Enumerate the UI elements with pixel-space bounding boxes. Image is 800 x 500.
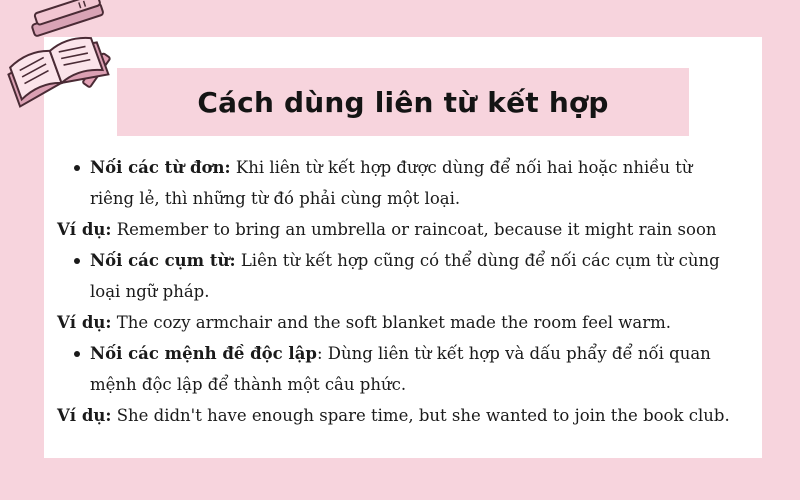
item-text: : Dùng liên từ kết hợp và dấu phẩy để nối quan [316, 344, 711, 363]
item-heading: Nối các cụm từ: [90, 251, 236, 270]
list-item [57, 152, 757, 214]
open-book-icon [0, 0, 135, 110]
item-text-continued: riêng lẻ, thì những từ đó phải cùng một loại. [90, 189, 461, 208]
example-text: She didn't have enough spare time, but she wanted to join the book club. [111, 406, 730, 425]
bullet-icon [74, 258, 80, 264]
list-item [57, 245, 757, 307]
example-label: Ví dụ: [57, 406, 112, 425]
example-label: Ví dụ: [57, 313, 112, 332]
item-heading: Nối các mệnh đề độc lập [90, 344, 317, 363]
title-banner [117, 68, 689, 136]
list-item [57, 338, 757, 400]
example-line [57, 307, 757, 338]
example-text: Remember to bring an umbrella or raincoat, because it might rain soon [111, 220, 717, 239]
example-label: Ví dụ: [57, 220, 112, 239]
bullet-icon [74, 165, 80, 171]
example-line [57, 214, 757, 245]
content-body [57, 152, 757, 431]
item-text: Khi liên từ kết hợp được dùng để nối hai hoặc nhiều từ [230, 158, 693, 177]
example-text: The cozy armchair and the soft blanket made the room feel warm. [111, 313, 671, 332]
item-text-continued: loại ngữ pháp. [90, 282, 210, 301]
page-title: Cách dùng liên từ kết hợp [197, 85, 609, 119]
bullet-icon [74, 351, 80, 357]
item-text: Liên từ kết hợp cũng có thể dùng để nối các cụm từ cùng [235, 251, 720, 270]
item-heading: Nối các từ đơn: [90, 158, 231, 177]
item-text-continued: mệnh độc lập để thành một câu phức. [90, 375, 407, 394]
example-line [57, 400, 757, 431]
